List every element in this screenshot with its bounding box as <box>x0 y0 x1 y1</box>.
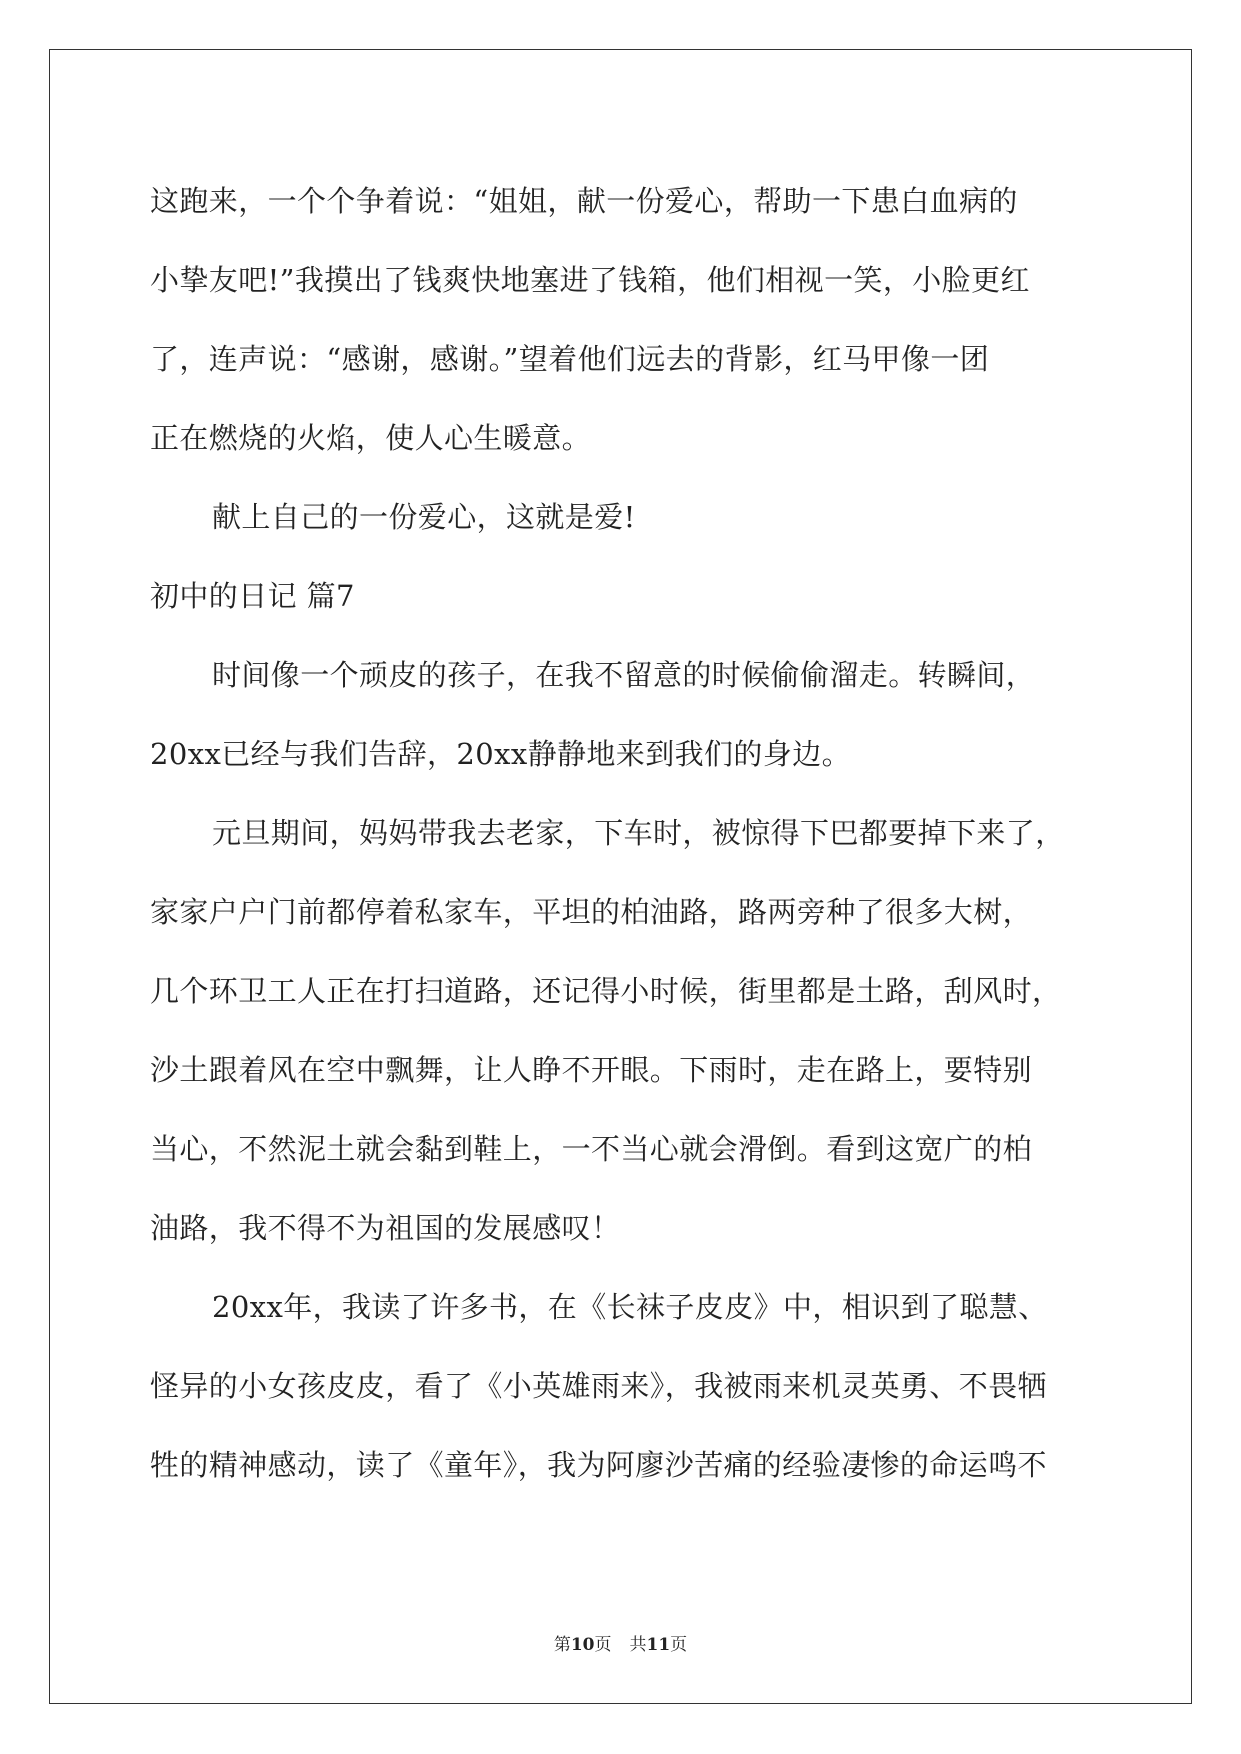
footer-total-suffix: 页 <box>670 1635 688 1655</box>
text-line: 怪异的小女孩皮皮，看了《小英雄雨来》，我被雨来机灵英勇、不畏牺 <box>150 1369 1047 1403</box>
section-heading: 初中的日记 篇7 <box>150 579 355 613</box>
text-line: 家家户户门前都停着私家车，平坦的柏油路，路两旁种了很多大树， <box>150 895 1033 929</box>
text-line: 牲的精神感动，读了《童年》，我为阿廖沙苦痛的经验凄惨的命运鸣不 <box>150 1448 1047 1482</box>
page-footer <box>0 1630 1241 1655</box>
footer-page-prefix: 第 <box>553 1635 571 1655</box>
paragraph-line: 元旦期间，妈妈带我去老家，下车时，被惊得下巴都要掉下来了， <box>212 816 1065 850</box>
paragraph-line: 献上自己的一份爱心，这就是爱! <box>212 500 636 534</box>
current-page-number: 10 <box>570 1635 595 1655</box>
text-line: 小挚友吧!”我摸出了钱爽快地塞进了钱箱，他们相视一笑，小脸更红 <box>150 263 1030 297</box>
total-page-number: 11 <box>646 1635 671 1655</box>
text-line: 几个环卫工人正在打扫道路，还记得小时候，街里都是土路，刮风时， <box>150 974 1062 1008</box>
text-line: 油路，我不得不为祖国的发展感叹！ <box>150 1211 621 1245</box>
paragraph-line: 时间像一个顽皮的孩子，在我不留意的时候偷偷溜走。转瞬间， <box>212 658 1036 692</box>
document-body <box>150 162 1090 1505</box>
text-line: 当心，不然泥土就会黏到鞋上，一不当心就会滑倒。看到这宽广的柏 <box>150 1132 1033 1166</box>
text-line: 正在燃烧的火焰，使人心生暖意。 <box>150 421 592 455</box>
paragraph-line: 20xx年，我读了许多书，在《长袜子皮皮》中，相识到了聪慧、 <box>212 1290 1048 1324</box>
footer-total-prefix: 共 <box>629 1635 647 1655</box>
footer-page-mid: 页 <box>594 1635 612 1655</box>
text-line: 这跑来，一个个争着说：“姐姐，献一份爱心，帮助一下患白血病的 <box>150 184 1018 218</box>
text-line: 了，连声说：“感谢，感谢。”望着他们远去的背影，红马甲像一团 <box>150 342 990 376</box>
text-line: 20xx已经与我们告辞，20xx静静地来到我们的身边。 <box>150 737 852 771</box>
text-line: 沙土跟着风在空中飘舞，让人睁不开眼。下雨时，走在路上，要特别 <box>150 1053 1033 1087</box>
